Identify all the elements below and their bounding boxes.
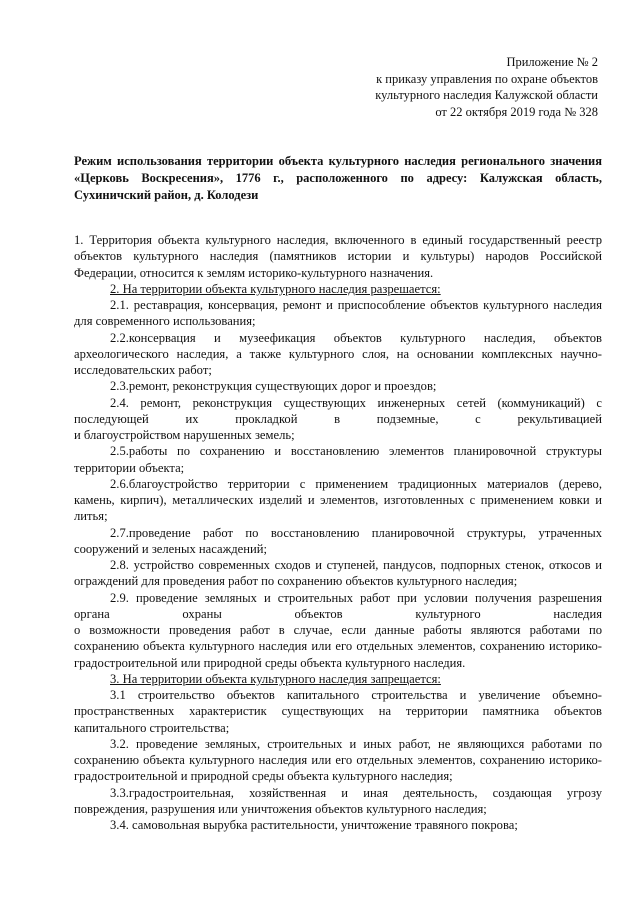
paragraph-2-4-rest: и благоустройством нарушенных земель; [74, 428, 295, 442]
section-2-heading [74, 281, 602, 297]
section-2-heading-text: 2. На территории объекта культурного наследия разрешается: [110, 281, 441, 296]
paragraph-2-3: 2.3.ремонт, реконструкция существующих дорог и проездов; [110, 379, 437, 394]
paragraph-2-5: 2.5.работы по сохранению и восстановлению элементов планировочной структуры территории объекта; [74, 444, 602, 475]
paragraph-2-1: 2.1. реставрация, консервация, ремонт и приспособление объектов культурного наследия для современного использования; [74, 298, 602, 329]
paragraph-3-4: 3.4. самовольная вырубка растительности, уничтожение травяного покрова; [110, 818, 518, 832]
appendix-authority: культурного наследия Калужской области [375, 88, 598, 102]
paragraph-2-2: 2.2.консервация и музеефикация объектов культурного наследия, объектов археологического наследия, а также культурного слоя, на основании комплексных научно-исследовательских работ; [74, 330, 602, 377]
paragraph-2-7: 2.7.проведение работ по восстановлению планировочной структуры, утраченных сооружений и зеленых насаждений; [74, 525, 602, 556]
paragraph-3-3: 3.3.градостроительная, хозяйственная и иная деятельность, создающая угрозу повреждения, разрушения или уничтожения объектов культурного наследия; [74, 785, 602, 816]
section-3-heading-text: 3. На территории объекта культурного наследия запрещается: [110, 671, 441, 686]
paragraph-2-8: 2.8. устройство современных сходов и ступеней, пандусов, подпорных стенок, откосов и ограждений для проведения работ по сохранению объектов культурного наследия; [74, 558, 602, 589]
paragraph-2-4-first: 2.4. ремонт, реконструкция существующих инженерных сетей (коммуникаций) с последующей их прокладкой в подземные, с рекультивацией [74, 395, 602, 426]
appendix-header [300, 54, 598, 120]
document-body [74, 232, 602, 833]
paragraph-2-9-first: 2.9. проведение земляных и строительных работ при условии получения разрешения органа охраны объектов культурного наследия [74, 590, 602, 621]
paragraph-3-2: 3.2. проведение земляных, строительных и иных работ, не являющихся работами по сохранению объекта культурного наследия или его отдельных элементов, сохранению историко-градостроительной и природной среды объекта культурного наследия; [74, 736, 602, 784]
document-title: Режим использования территории объекта культурного наследия регионального значения «Церковь Воскресения», 1776 г., расположенного по адресу: Калужская область, Сухиничский район, д. Колодези [74, 154, 602, 202]
paragraph-1: 1. Территория объекта культурного наследия, включенного в единый государственный реестр объектов культурного наследия (памятников истории и культуры) народов Российской Федерации, относится к землям историко-культурного назначения. [74, 233, 602, 280]
appendix-date: от 22 октября 2019 года № 328 [435, 104, 598, 119]
paragraph-2-6: 2.6.благоустройство территории с применением традиционных материалов (дерево, камень, кирпич), металлических изделий и элементов, изготовленных с применением ковки и литья; [74, 476, 602, 524]
section-3-heading [74, 671, 602, 687]
appendix-number: Приложение № 2 [506, 55, 598, 69]
paragraph-2-9-rest: о возможности проведения работ в случае, если данные работы являются работами по сохранению объекта культурного наследия или его отдельных элементов, сохранению историко-градостроительной или природной среды объекта культурного наследия. [74, 623, 602, 670]
appendix-order-ref: к приказу управления по охране объектов [376, 71, 598, 86]
paragraph-3-1: 3.1 строительство объектов капитального строительства и увеличение объемно-пространственных характеристик существующих на территории памятника объектов капитального строительства; [74, 688, 602, 735]
